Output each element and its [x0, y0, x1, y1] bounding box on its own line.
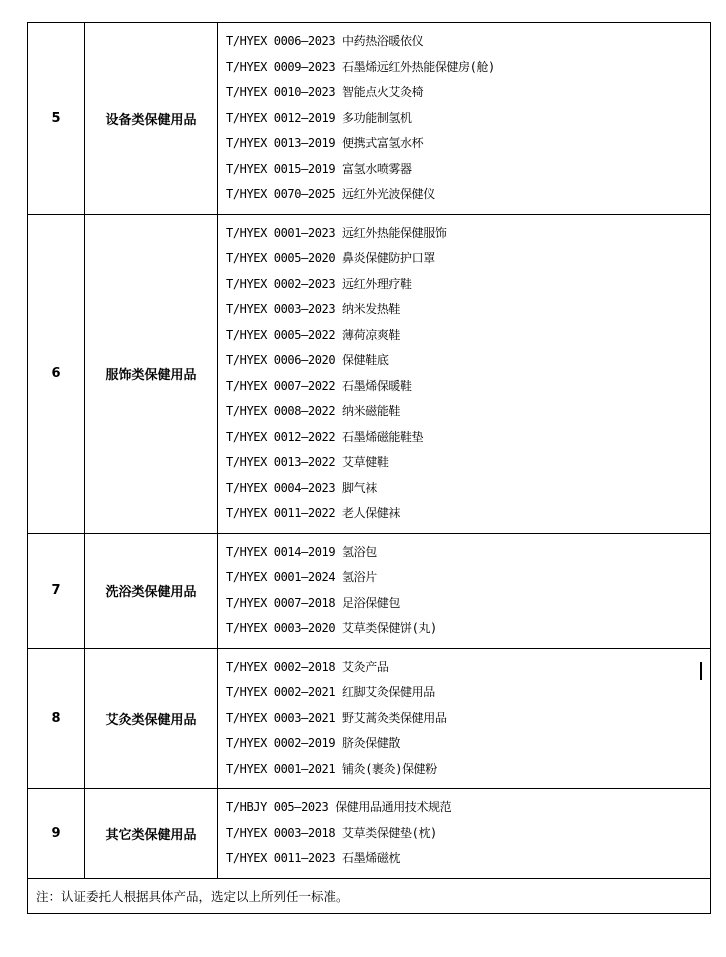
- category-label: 洗浴类保健用品: [85, 533, 218, 648]
- standard-item: T/HYEX 0010—2023 智能点火艾灸椅: [226, 85, 424, 99]
- standard-item: T/HYEX 0002—2023 远红外理疗鞋: [226, 276, 412, 291]
- standard-item: T/HYEX 0011—2023 石墨烯磁枕: [226, 851, 401, 865]
- standards-cell: [218, 23, 711, 215]
- category-label: 服饰类保健用品: [85, 214, 218, 533]
- row-number: 6: [28, 214, 85, 533]
- standard-item: T/HYEX 0003—2020 艾草类保健饼(丸): [226, 621, 437, 635]
- standard-item: T/HYEX 0001—2023 远红外热能保健服饰: [226, 225, 447, 240]
- standard-item: T/HYEX 0007—2018 足浴保健包: [226, 595, 401, 610]
- standard-item: T/HYEX 0003—2018 艾草类保健垫(枕): [226, 825, 437, 840]
- table-row: [28, 648, 711, 789]
- standard-item: T/HYEX 0012—2022 石墨烯磁能鞋垫: [226, 429, 424, 444]
- standard-item: T/HYEX 0002—2018 艾灸产品: [226, 659, 389, 674]
- standard-item: T/HYEX 0005—2022 薄荷凉爽鞋: [226, 327, 401, 342]
- standard-item: T/HYEX 0002—2019 脐灸保健散: [226, 736, 401, 750]
- table-row: [28, 878, 711, 913]
- standard-item: T/HYEX 0011—2022 老人保健袜: [226, 506, 401, 520]
- row-number: 9: [28, 789, 85, 879]
- table-row: [28, 789, 711, 879]
- standard-item: T/HYEX 0006—2020 保健鞋底: [226, 353, 389, 367]
- standard-item: T/HYEX 0001—2024 氢浴片: [226, 570, 377, 584]
- table-row: [28, 23, 711, 215]
- table-row: [28, 214, 711, 533]
- category-label: 其它类保健用品: [85, 789, 218, 879]
- footnote: 注：认证委托人根据具体产品，选定以上所列任一标准。: [28, 878, 711, 913]
- standards-cell: [218, 533, 711, 648]
- edge-marker: [700, 662, 702, 680]
- row-number: 7: [28, 533, 85, 648]
- standard-item: T/HYEX 0004—2023 脚气袜: [226, 480, 377, 495]
- standard-item: T/HBJY 005—2023 保健用品通用技术规范: [226, 800, 452, 814]
- row-number: 8: [28, 648, 85, 789]
- category-label: 设备类保健用品: [85, 23, 218, 215]
- standard-item: T/HYEX 0008—2022 纳米磁能鞋: [226, 404, 401, 418]
- standards-table: [27, 22, 701, 914]
- standard-item: T/HYEX 0014—2019 氢浴包: [226, 544, 377, 559]
- standard-item: T/HYEX 0001—2021 铺灸(裹灸)保健粉: [226, 761, 437, 776]
- row-number: 5: [28, 23, 85, 215]
- standard-item: T/HYEX 0006—2023 中药热浴暖依仪: [226, 34, 424, 48]
- standard-item: T/HYEX 0013—2019 便携式富氢水杯: [226, 136, 424, 150]
- standard-item: T/HYEX 0003—2021 野艾蒿灸类保健用品: [226, 710, 447, 725]
- standard-item: T/HYEX 0009—2023 石墨烯远红外热能保健房(舱): [226, 59, 495, 74]
- standard-item: T/HYEX 0005—2020 鼻炎保健防护口罩: [226, 251, 435, 265]
- standards-cell: [218, 648, 711, 789]
- standard-item: T/HYEX 0012—2019 多功能制氢机: [226, 110, 412, 125]
- standard-item: T/HYEX 0003—2023 纳米发热鞋: [226, 302, 401, 316]
- standard-item: T/HYEX 0013—2022 艾草健鞋: [226, 455, 389, 469]
- standards-cell: [218, 789, 711, 879]
- table-row: [28, 533, 711, 648]
- standard-item: T/HYEX 0070—2025 远红外光波保健仪: [226, 187, 435, 201]
- standard-item: T/HYEX 0007—2022 石墨烯保暖鞋: [226, 378, 412, 393]
- category-label: 艾灸类保健用品: [85, 648, 218, 789]
- standard-item: T/HYEX 0002—2021 红脚艾灸保健用品: [226, 685, 435, 699]
- standard-item: T/HYEX 0015—2019 富氢水喷雾器: [226, 161, 412, 176]
- standards-cell: [218, 214, 711, 533]
